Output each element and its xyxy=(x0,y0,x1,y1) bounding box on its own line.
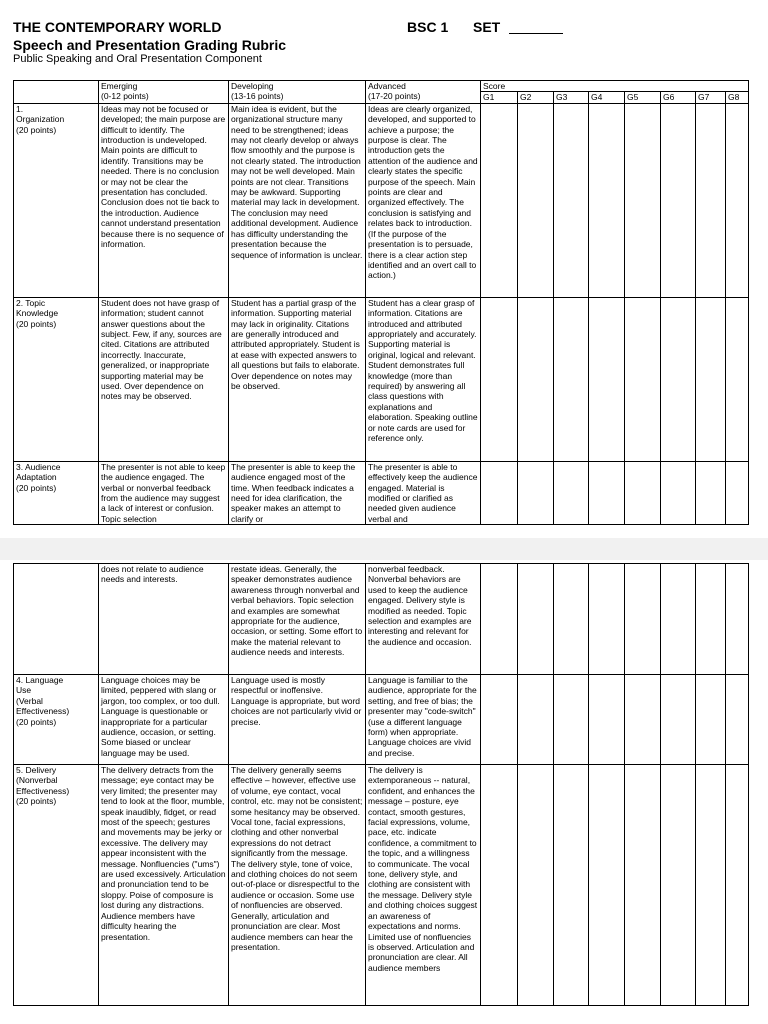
score-cell[interactable] xyxy=(589,297,625,461)
group-header-g2: G2 xyxy=(518,92,554,103)
criterion-line: Effectiveness) xyxy=(16,706,70,717)
criterion-cell xyxy=(14,675,99,765)
criterion-line: Use xyxy=(16,685,32,696)
criterion-line: 2. Topic xyxy=(16,297,46,308)
score-cell[interactable] xyxy=(518,297,554,461)
score-cell[interactable] xyxy=(589,765,625,1006)
score-cell[interactable] xyxy=(518,765,554,1006)
score-cell[interactable] xyxy=(554,103,589,297)
criterion-line: 5. Delivery xyxy=(16,765,57,775)
score-cell[interactable] xyxy=(518,564,554,675)
criterion-line: Organization xyxy=(16,114,65,125)
rubric-table-page-1 xyxy=(13,80,749,525)
score-cell[interactable] xyxy=(554,675,589,765)
emerging-description: Language choices may be limited, peppered with slang or jargon, too complex, or too dull. Language is questionable or inappropriate for a particular audience, occasion, or setting. Some biased or unclear language may be used. xyxy=(99,675,229,765)
set-label: SET xyxy=(473,19,501,35)
advanced-description: Ideas are clearly organized, developed, and supported to achieve a purpose; the purpose is clear. The introduction gets the attention of the audience and clearly states the specific purpose of the speech. Main points are clear and organized effectively. The conclusion is satisfying and relates back to introduction. (If the purpose of the presentation is to persuade, there is a clear action step identified and an overt call to action.) xyxy=(366,103,481,297)
group-header-g6: G6 xyxy=(661,92,696,103)
level-name: Developing xyxy=(231,81,274,91)
score-header: Score xyxy=(481,81,749,92)
criterion-cell xyxy=(14,564,99,675)
criterion-line: (20 points) xyxy=(16,482,57,493)
score-cell[interactable] xyxy=(589,675,625,765)
document-title: THE CONTEMPORARY WORLD xyxy=(13,19,222,35)
criterion-line: (20 points) xyxy=(16,796,57,807)
score-cell[interactable] xyxy=(625,564,661,675)
level-name: Emerging xyxy=(101,81,138,91)
criterion-line: (20 points) xyxy=(16,716,57,727)
score-cell[interactable] xyxy=(696,765,726,1006)
emerging-description: Ideas may not be focused or developed; the main purpose are difficult to identify. The introduction is undeveloped. Main points are difficult to identify. Transitions may be needed. There is no conclusion or may not be clear the presentation has concluded. Conclusion does not tie back to the introduction. Audience cannot understand presentation because there is no sequence of information. xyxy=(99,103,229,297)
score-cell[interactable] xyxy=(481,461,518,524)
score-cell[interactable] xyxy=(481,564,518,675)
rubric-row-topic-knowledge xyxy=(14,297,749,461)
score-cell[interactable] xyxy=(589,461,625,524)
score-cell[interactable] xyxy=(696,297,726,461)
criterion-line: (Verbal xyxy=(16,695,43,706)
rubric-row-language-use xyxy=(14,675,749,765)
emerging-description: The presenter is not able to keep the audience engaged. The verbal or nonverbal feedback from the audience may suggest a lack of interest or confusion. Topic selection xyxy=(99,461,229,524)
emerging-description: does not relate to audience needs and interests. xyxy=(99,564,229,675)
page-gap xyxy=(0,538,768,560)
group-header-g8: G8 xyxy=(726,92,749,103)
level-header-developing xyxy=(229,81,366,104)
group-header-g1: G1 xyxy=(481,92,518,103)
criterion-cell xyxy=(14,297,99,461)
criterion-header xyxy=(14,81,99,104)
score-cell[interactable] xyxy=(625,765,661,1006)
group-header-g5: G5 xyxy=(625,92,661,103)
course-code: BSC 1 xyxy=(407,19,449,35)
score-cell[interactable] xyxy=(625,461,661,524)
level-header-emerging xyxy=(99,81,229,104)
criterion-cell xyxy=(14,461,99,524)
score-cell[interactable] xyxy=(481,103,518,297)
score-cell[interactable] xyxy=(661,564,696,675)
criterion-line: Adaptation xyxy=(16,472,57,483)
rubric-row-audience-adaptation xyxy=(14,461,749,524)
criterion-line: 1. xyxy=(16,103,24,114)
emerging-description: The delivery detracts from the message; eye contact may be very limited; the presenter may tend to look at the floor, mumble, speak inaudibly, fidget, or read most of the speech; gestures and movements may be jerky or excessive. The delivery may appear inconsistent with the message. Nonfluencies ("ums") are used excessively. Articulation and pronunciation tend to be sloppy. Poise of composure is lost during any distractions. Audience members have difficulty hearing the presentation. xyxy=(99,765,229,1006)
score-cell[interactable] xyxy=(625,103,661,297)
score-cell[interactable] xyxy=(518,675,554,765)
level-name: Advanced xyxy=(368,81,406,91)
developing-description: The presenter is able to keep the audience engaged most of the time. When feedback indicates a need for idea clarification, the speaker makes an attempt to clarify or xyxy=(229,461,366,524)
score-cell[interactable] xyxy=(696,103,726,297)
score-cell[interactable] xyxy=(726,103,749,297)
advanced-description: nonverbal feedback. Nonverbal behaviors are used to keep the audience engaged. Delivery style is modified as needed. Topic selection and examples are interesting and relevant for the audience and occasion. xyxy=(366,564,481,675)
criterion-line: Effectiveness) xyxy=(16,785,70,796)
document-subtitle: Speech and Presentation Grading Rubric xyxy=(13,37,287,53)
score-cell[interactable] xyxy=(726,461,749,524)
score-cell[interactable] xyxy=(696,564,726,675)
score-cell[interactable] xyxy=(554,461,589,524)
score-cell[interactable] xyxy=(661,297,696,461)
score-cell[interactable] xyxy=(726,564,749,675)
developing-description: Main idea is evident, but the organizational structure many need to be strengthened; ideas may not clearly develop or always flow smoothly and the purpose is not clearly stated. The introduction may not be well developed. Main points are not clear. Transitions may be awkward. Supporting material may lack in development. The conclusion may need additional development. Audience has difficulty understanding the presentation because the sequence of information is unclear. xyxy=(229,103,366,297)
score-cell[interactable] xyxy=(661,765,696,1006)
score-cell[interactable] xyxy=(726,765,749,1006)
score-cell[interactable] xyxy=(661,675,696,765)
score-cell[interactable] xyxy=(726,675,749,765)
score-cell[interactable] xyxy=(518,103,554,297)
rubric-row-audience-adaptation-continued xyxy=(14,564,749,675)
score-cell[interactable] xyxy=(625,297,661,461)
score-cell[interactable] xyxy=(661,103,696,297)
level-points: (13-16 points) xyxy=(231,91,284,102)
group-header-g7: G7 xyxy=(696,92,726,103)
group-header-g4: G4 xyxy=(589,92,625,103)
criterion-cell xyxy=(14,103,99,297)
criterion-line: 3. Audience xyxy=(16,461,61,472)
rubric-table-page-2 xyxy=(13,563,749,1006)
criterion-cell xyxy=(14,765,99,1006)
rubric-row-delivery xyxy=(14,765,749,1006)
criterion-line: (20 points) xyxy=(16,318,57,329)
criterion-line: (Nonverbal xyxy=(16,775,58,786)
developing-description: restate ideas. Generally, the speaker demonstrates audience awareness through nonverbal and verbal behaviors. Topic selection and examples are somewhat appropriate for the audience, occasion, or setting. Some effort to make the material relevant to audience needs and interests. xyxy=(229,564,366,675)
score-cell[interactable] xyxy=(481,675,518,765)
developing-description: The delivery generally seems effective – however, effective use of volume, eye contact, vocal control, etc. may not be consistent; some hesitancy may be observed. Vocal tone, facial expressions, clothing and other nonverbal expressions do not detract significantly from the message. The delivery style, tone of voice, and clothing choices do not seem out-of-place or disrespectful to the audience or occasion. Some use of nonfluencies are observed. Generally, articulation and pronunciation are clear. Most audience members can hear the presentation. xyxy=(229,765,366,1006)
level-points: (17-20 points) xyxy=(368,91,421,102)
score-cell[interactable] xyxy=(696,675,726,765)
score-cell[interactable] xyxy=(726,297,749,461)
advanced-description: The delivery is extemporaneous -- natural, confident, and enhances the message – posture, eye contact, smooth gestures, facial expressions, volume, pace, etc. indicate confidence, a commitment to the topic, and a willingness to communicate. The vocal tone, delivery style, and clothing are consistent with the message. Delivery style and clothing choices suggest an awareness of expectations and norms. Limited use of nonfluencies is observed. Articulation and pronunciation are clear. All audience members xyxy=(366,765,481,1006)
rubric-page-2 xyxy=(0,560,768,1024)
component-label: Public Speaking and Oral Presentation Component xyxy=(13,53,262,65)
advanced-description: The presenter is able to effectively keep the audience engaged. Material is modified or clarified as needed given audience verbal and xyxy=(366,461,481,524)
developing-description: Student has a partial grasp of the information. Supporting material may lack in originality. Citations are generally introduced and attributed appropriately. Student is at ease with expected answers to all questions but fails to elaborate. Over dependence on notes may be observed. xyxy=(229,297,366,461)
score-cell[interactable] xyxy=(481,297,518,461)
score-cell[interactable] xyxy=(625,675,661,765)
emerging-description: Student does not have grasp of information; student cannot answer questions about the subject. Few, if any, sources are cited. Citations are attributed incorrectly. Inaccurate, generalized, or inappropriate supporting material may be used. Over dependence on notes may be observed. xyxy=(99,297,229,461)
criterion-line: (20 points) xyxy=(16,124,57,135)
level-points: (0-12 points) xyxy=(101,91,149,102)
developing-description: Language used is mostly respectful or inoffensive. Language is appropriate, but word choices are not particularly vivid or precise. xyxy=(229,675,366,765)
score-cell[interactable] xyxy=(481,765,518,1006)
score-cell[interactable] xyxy=(554,765,589,1006)
set-blank-line xyxy=(509,33,563,34)
score-cell[interactable] xyxy=(696,461,726,524)
score-cell[interactable] xyxy=(589,103,625,297)
score-cell[interactable] xyxy=(661,461,696,524)
score-cell[interactable] xyxy=(554,564,589,675)
score-cell[interactable] xyxy=(518,461,554,524)
score-cell[interactable] xyxy=(554,297,589,461)
score-cell[interactable] xyxy=(589,564,625,675)
advanced-description: Student has a clear grasp of information. Citations are introduced and attributed appropriately and accurately. Supporting material is original, logical and relevant. Student demonstrates full knowledge (more than required) by answering all class questions with explanations and elaboration. Speaking outline or note cards are used for reference only. xyxy=(366,297,481,461)
level-header-advanced xyxy=(366,81,481,104)
criterion-line: 4. Language xyxy=(16,675,64,685)
title-row xyxy=(13,19,753,39)
rubric-row-organization xyxy=(14,103,749,297)
advanced-description: Language is familiar to the audience, appropriate for the setting, and free of bias; the presenter may "code-switch" (use a different language form) when appropriate. Language choices are vivid and precise. xyxy=(366,675,481,765)
criterion-line: Knowledge xyxy=(16,308,59,319)
group-header-g3: G3 xyxy=(554,92,589,103)
